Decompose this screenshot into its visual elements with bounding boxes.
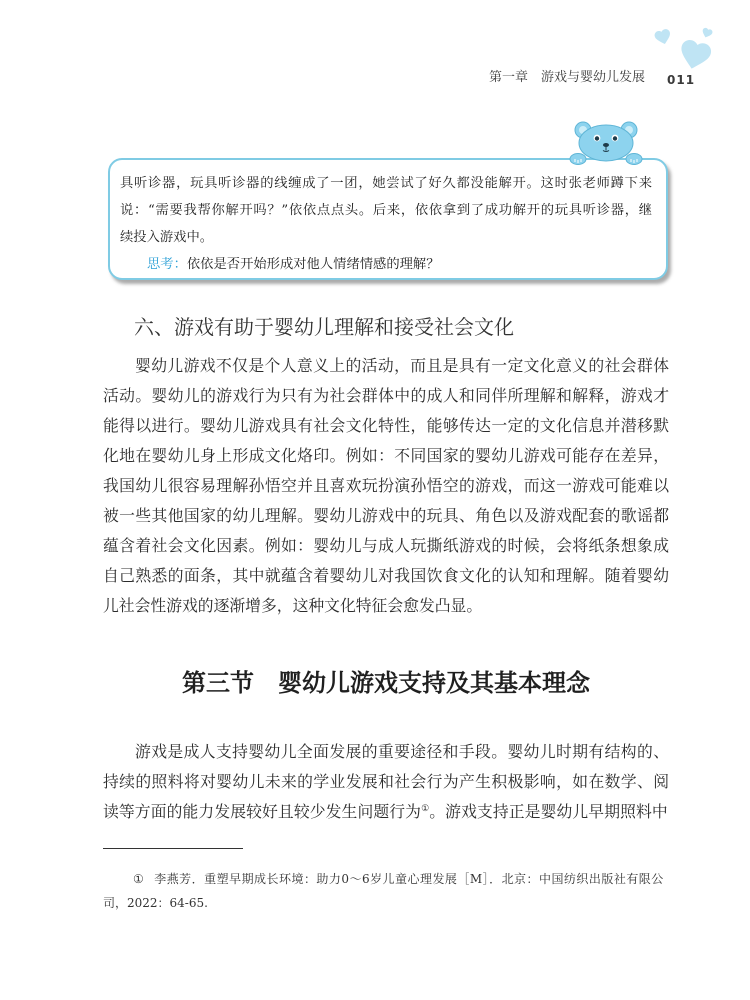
bear-eye bbox=[594, 135, 601, 142]
footnote bbox=[103, 867, 669, 915]
footnote-ref: ① bbox=[421, 804, 430, 814]
paragraph-line bbox=[103, 797, 669, 827]
paragraph-line: 能得以进行。婴幼儿游戏具有社会文化特性，能够传达一定的文化信息并潜移默 bbox=[103, 416, 670, 435]
paragraph-line: 被一些其他国家的幼儿理解。婴幼儿游戏中的玩具、角色以及游戏配套的歌谣都 bbox=[103, 506, 670, 525]
paragraph-line: 蕴含着社会文化因素。例如：婴幼儿与成人玩撕纸游戏的时候，会将纸条想象成 bbox=[103, 536, 670, 555]
callout-line: 续投入游戏中。 bbox=[120, 230, 214, 245]
body-paragraph bbox=[103, 737, 669, 827]
bear-mascot-icon bbox=[568, 119, 648, 167]
footnote-line bbox=[103, 867, 669, 891]
bear-eye bbox=[612, 135, 619, 142]
paragraph-line: 自己熟悉的面条，其中就蕴含着婴幼儿对我国饮食文化的认知和理解。随着婴幼 bbox=[103, 566, 670, 585]
paragraph-line: 持续的照料将对婴幼儿未来的学业发展和社会行为产生积极影响，如在数学、阅 bbox=[103, 772, 670, 791]
heart-icon bbox=[701, 27, 714, 39]
paragraph-text: 读等方面的能力发展较好且较少发生问题行为 bbox=[103, 802, 422, 821]
think-label: 思考： bbox=[147, 257, 187, 272]
paragraph-line: 化地在婴幼儿身上形成文化烙印。例如：不同国家的婴幼儿游戏可能存在差异， bbox=[103, 446, 670, 465]
footnote-separator bbox=[103, 848, 243, 849]
paragraph-line: 儿社会性游戏的逐渐增多，这种文化特征会愈发凸显。 bbox=[103, 596, 483, 615]
paragraph-line: 游戏是成人支持婴幼儿全面发展的重要途径和手段。婴幼儿时期有结构的、 bbox=[135, 742, 670, 761]
bear-paw bbox=[626, 154, 642, 165]
case-callout-box bbox=[108, 158, 668, 280]
paragraph-line: 婴幼儿游戏不仅是个人意义上的活动，而且是具有一定文化意义的社会群体 bbox=[135, 356, 670, 375]
heart-icon bbox=[677, 38, 713, 72]
bear-paw bbox=[570, 154, 586, 165]
running-header bbox=[489, 69, 645, 87]
callout-line: 具听诊器，玩具听诊器的线缠成了一团，她尝试了好久都没能解开。这时张老师蹲下来 bbox=[120, 176, 653, 191]
section-heading: 六、游戏有助于婴幼儿理解和接受社会文化 bbox=[134, 315, 514, 339]
chapter-title: 第一章 游戏与婴幼儿发展 bbox=[488, 70, 645, 85]
think-question: 依依是否开始形成对他人情绪情感的理解？ bbox=[186, 257, 440, 272]
paragraph-line: 我国幼儿很容易理解孙悟空并且喜欢玩扮演孙悟空的游戏，而这一游戏可能难以 bbox=[103, 476, 670, 495]
section-title: 第三节 婴幼儿游戏支持及其基本理念 bbox=[182, 669, 590, 697]
hearts-decoration bbox=[648, 20, 720, 76]
paragraph-line: 活动。婴幼儿的游戏行为只有为社会群体中的成人和同伴所理解和解释，游戏才 bbox=[103, 386, 670, 405]
paragraph-text: 。游戏支持正是婴幼儿早期照料中 bbox=[429, 802, 668, 821]
footnote-text: 李燕芳．重塑早期成长环境：助力0～6岁儿童心理发展［M］．北京：中国纺织出版社有限公 bbox=[154, 872, 664, 886]
heart-icon bbox=[654, 28, 673, 46]
footnote-line: 司，2022：64-65. bbox=[103, 896, 208, 910]
think-prompt bbox=[120, 251, 652, 278]
page-number: 011 bbox=[667, 73, 696, 87]
callout-line: 说：“需要我帮你解开吗？”依依点点头。后来，依依拿到了成功解开的玩具听诊器，继 bbox=[120, 203, 653, 218]
footnote-marker: ① bbox=[133, 872, 145, 886]
body-paragraph bbox=[103, 351, 669, 621]
